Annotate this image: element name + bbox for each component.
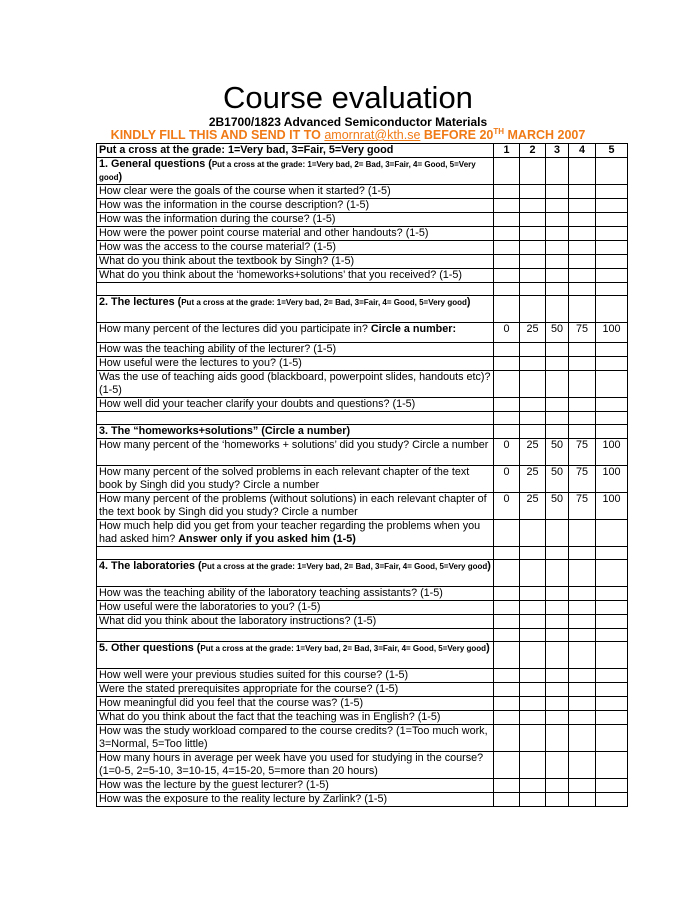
section-title: 1. General questions ( (99, 158, 212, 170)
question-text: How useful were the lectures to you? (1-5) (97, 357, 494, 371)
empty-cell (494, 629, 520, 642)
s1-q1-grade-2-cell[interactable] (520, 185, 546, 199)
s5-q6-grade-1-cell[interactable] (494, 752, 520, 779)
s5-q5-grade-4-cell[interactable] (569, 725, 596, 752)
question-text: What do you think about the textbook by Singh? (1-5) (97, 255, 494, 269)
empty-cell (520, 547, 546, 560)
s1-q1-grade-1-cell[interactable] (494, 185, 520, 199)
s5-q1-grade-3-cell[interactable] (546, 669, 569, 683)
notice-text-middle: BEFORE 20 (420, 128, 494, 142)
s5-q6-grade-5-cell[interactable] (596, 752, 628, 779)
s5-q6-grade-4-cell[interactable] (569, 752, 596, 779)
section-grade-note: Put a cross at the grade: 1=Very bad, 2= Bad, 3=Fair, 4= Good, 5=Very good (200, 644, 487, 653)
notice-text-before: KINDLY FILL THIS AND SEND IT TO (110, 128, 325, 142)
s4-q1-grade-3-cell[interactable] (546, 587, 569, 601)
s2-q4-grade-1-cell[interactable] (494, 398, 520, 412)
s3-q1-percent-option[interactable]: 50 (546, 439, 569, 466)
course-subtitle: 2B1700/1823 Advanced Semiconductor Materials (208, 115, 488, 129)
s1-q2-grade-2-cell[interactable] (520, 199, 546, 213)
table-row (97, 439, 628, 466)
empty-cell (569, 629, 596, 642)
s5-q2-grade-2-cell[interactable] (520, 683, 546, 697)
question-text: How many percent of the ‘homeworks + solutions’ did you study? Circle a number (97, 439, 494, 466)
question-text: How was the study workload compared to the course credits? (1=Too much work, 3=Normal, 5=Too little) (97, 725, 494, 752)
empty-cell (494, 283, 520, 296)
s1-q4-grade-3-cell[interactable] (546, 227, 569, 241)
s1-q5-grade-1-cell[interactable] (494, 241, 520, 255)
question-text: How clear were the goals of the course when it started? (1-5) (97, 185, 494, 199)
s5-q8-grade-4-cell[interactable] (569, 793, 596, 807)
section-heading (97, 296, 494, 323)
section-heading (97, 560, 494, 587)
empty-cell (494, 425, 520, 439)
empty-cell (97, 629, 494, 642)
empty-cell (546, 425, 569, 439)
s1-q6-grade-2-cell[interactable] (520, 255, 546, 269)
s5-q4-grade-3-cell[interactable] (546, 711, 569, 725)
table-row (97, 425, 628, 439)
s2-q4-grade-5-cell[interactable] (596, 398, 628, 412)
s2-q4-grade-2-cell[interactable] (520, 398, 546, 412)
table-row (97, 296, 628, 323)
s5-q4-grade-2-cell[interactable] (520, 711, 546, 725)
s5-q7-grade-5-cell[interactable] (596, 779, 628, 793)
s3-q1-percent-option[interactable]: 25 (520, 439, 546, 466)
s1-q7-grade-4-cell[interactable] (569, 269, 596, 283)
question-text: How were the power point course material and other handouts? (1-5) (97, 227, 494, 241)
s2-attendance-percent-option[interactable]: 50 (546, 323, 569, 343)
s3-q3-percent-option[interactable]: 50 (546, 493, 569, 520)
s5-q2-grade-3-cell[interactable] (546, 683, 569, 697)
s3-help-grade-2-cell[interactable] (520, 520, 546, 547)
s4-q1-grade-1-cell[interactable] (494, 587, 520, 601)
s1-q2-grade-1-cell[interactable] (494, 199, 520, 213)
s1-q1-grade-3-cell[interactable] (546, 185, 569, 199)
s3-q2-percent-option[interactable]: 25 (520, 466, 546, 493)
s4-q3-grade-5-cell[interactable] (596, 615, 628, 629)
spacer-row (97, 283, 628, 296)
question-text: How useful were the laboratories to you? (1-5) (97, 601, 494, 615)
s1-q2-grade-4-cell[interactable] (569, 199, 596, 213)
s2-q1-grade-2-cell[interactable] (520, 343, 546, 357)
s2-q2-grade-2-cell[interactable] (520, 357, 546, 371)
spacer-row (97, 412, 628, 425)
s2-q3-grade-4-cell[interactable] (569, 371, 596, 398)
section-heading (97, 158, 494, 185)
s5-q1-grade-1-cell[interactable] (494, 669, 520, 683)
s3-help-grade-4-cell[interactable] (569, 520, 596, 547)
s1-q5-grade-4-cell[interactable] (569, 241, 596, 255)
s2-q3-grade-1-cell[interactable] (494, 371, 520, 398)
table-row (97, 752, 628, 779)
s3-q3-percent-option[interactable]: 25 (520, 493, 546, 520)
s5-q5-grade-3-cell[interactable] (546, 725, 569, 752)
empty-cell (494, 547, 520, 560)
table-row (97, 466, 628, 493)
s5-q5-grade-2-cell[interactable] (520, 725, 546, 752)
table-row (97, 199, 628, 213)
s1-q4-grade-2-cell[interactable] (520, 227, 546, 241)
s5-q4-grade-4-cell[interactable] (569, 711, 596, 725)
grade-instruction: Put a cross at the grade: 1=Very bad, 3=Fair, 5=Very good (97, 144, 494, 158)
question-instruction: Answer only if you asked him (1-5) (178, 533, 356, 545)
table-row (97, 269, 628, 283)
s1-q5-grade-3-cell[interactable] (546, 241, 569, 255)
s5-q5-grade-5-cell[interactable] (596, 725, 628, 752)
s5-q3-grade-1-cell[interactable] (494, 697, 520, 711)
s2-q1-grade-5-cell[interactable] (596, 343, 628, 357)
section-title: 5. Other questions ( (99, 642, 201, 654)
s1-q1-grade-4-cell[interactable] (569, 185, 596, 199)
s5-q4-grade-5-cell[interactable] (596, 711, 628, 725)
section-heading (97, 642, 494, 669)
question-text: How was the lecture by the guest lecturer? (1-5) (97, 779, 494, 793)
empty-cell (596, 283, 628, 296)
s2-q2-grade-5-cell[interactable] (596, 357, 628, 371)
question-text: What did you think about the laboratory instructions? (1-5) (97, 615, 494, 629)
s1-q7-grade-5-cell[interactable] (596, 269, 628, 283)
empty-cell (494, 296, 520, 323)
s4-q3-grade-2-cell[interactable] (520, 615, 546, 629)
s1-q4-grade-5-cell[interactable] (596, 227, 628, 241)
s3-help-grade-1-cell[interactable] (494, 520, 520, 547)
question-text: How well were your previous studies suited for this course? (1-5) (97, 669, 494, 683)
question-text: How was the exposure to the reality lecture by Zarlink? (1-5) (97, 793, 494, 807)
empty-cell (97, 547, 494, 560)
empty-cell (569, 283, 596, 296)
s3-q2-percent-option[interactable]: 100 (596, 466, 628, 493)
empty-cell (596, 642, 628, 669)
s1-q2-grade-5-cell[interactable] (596, 199, 628, 213)
s4-q3-grade-4-cell[interactable] (569, 615, 596, 629)
s1-q6-grade-1-cell[interactable] (494, 255, 520, 269)
empty-cell (520, 629, 546, 642)
question-text: How many percent of the problems (without solutions) in each relevant chapter of the text book by Singh did you study? Circle a number (97, 493, 494, 520)
s5-q2-grade-5-cell[interactable] (596, 683, 628, 697)
question-text: How meaningful did you feel that the course was? (1-5) (97, 697, 494, 711)
s5-q3-grade-5-cell[interactable] (596, 697, 628, 711)
s2-q3-grade-5-cell[interactable] (596, 371, 628, 398)
s3-q1-percent-option[interactable]: 100 (596, 439, 628, 466)
empty-cell (97, 412, 494, 425)
empty-cell (546, 283, 569, 296)
empty-cell (494, 560, 520, 587)
empty-cell (520, 412, 546, 425)
table-row (97, 323, 628, 343)
s5-q5-grade-1-cell[interactable] (494, 725, 520, 752)
section-note-close: ) (118, 171, 123, 183)
table-row (97, 371, 628, 398)
s2-q1-grade-3-cell[interactable] (546, 343, 569, 357)
s3-help-grade-5-cell[interactable] (596, 520, 628, 547)
section-heading (97, 425, 494, 439)
s4-q2-grade-4-cell[interactable] (569, 601, 596, 615)
s5-q1-grade-2-cell[interactable] (520, 669, 546, 683)
empty-cell (546, 629, 569, 642)
section-note-close: ) (487, 560, 491, 572)
question-text: How many percent of the solved problems in each relevant chapter of the text book by Singh did you study? Circle a number (97, 466, 494, 493)
empty-cell (569, 425, 596, 439)
empty-cell (494, 642, 520, 669)
table-row (97, 779, 628, 793)
table-row (97, 560, 628, 587)
s2-q1-grade-1-cell[interactable] (494, 343, 520, 357)
empty-cell (520, 283, 546, 296)
s1-q5-grade-5-cell[interactable] (596, 241, 628, 255)
empty-cell (97, 283, 494, 296)
table-row (97, 255, 628, 269)
table-row (97, 683, 628, 697)
evaluation-table (96, 143, 628, 807)
grade-column-header: 3 (546, 144, 569, 158)
s2-q1-grade-4-cell[interactable] (569, 343, 596, 357)
table-row (97, 185, 628, 199)
s4-q1-grade-5-cell[interactable] (596, 587, 628, 601)
s5-q6-grade-3-cell[interactable] (546, 752, 569, 779)
s2-attendance-percent-option[interactable]: 25 (520, 323, 546, 343)
s2-q3-grade-2-cell[interactable] (520, 371, 546, 398)
s5-q3-grade-2-cell[interactable] (520, 697, 546, 711)
empty-cell (569, 412, 596, 425)
table-row (97, 520, 628, 547)
table-row (97, 398, 628, 412)
empty-cell (520, 425, 546, 439)
s2-q4-grade-3-cell[interactable] (546, 398, 569, 412)
s1-q7-grade-3-cell[interactable] (546, 269, 569, 283)
question-lead: How much help did you get from your teacher regarding the problems when you had asked him? (99, 520, 481, 545)
empty-cell (596, 158, 628, 185)
table-row (97, 711, 628, 725)
s3-q2-percent-option[interactable]: 0 (494, 466, 520, 493)
empty-cell (596, 296, 628, 323)
s5-q1-grade-4-cell[interactable] (569, 669, 596, 683)
question-text: Were the stated prerequisites appropriate for the course? (1-5) (97, 683, 494, 697)
s5-q6-grade-2-cell[interactable] (520, 752, 546, 779)
s2-attendance-percent-option[interactable]: 100 (596, 323, 628, 343)
empty-cell (546, 560, 569, 587)
question-text: How was the information during the course? (1-5) (97, 213, 494, 227)
header-row (97, 144, 628, 158)
question-text: How was the information in the course description? (1-5) (97, 199, 494, 213)
empty-cell (596, 425, 628, 439)
s2-q4-grade-4-cell[interactable] (569, 398, 596, 412)
grade-column-header: 4 (569, 144, 596, 158)
s1-q3-grade-5-cell[interactable] (596, 213, 628, 227)
s1-q3-grade-4-cell[interactable] (569, 213, 596, 227)
table-row (97, 587, 628, 601)
question-text: How many hours in average per week have you used for studying in the course? (1=0-5, 2=5-10, 3=10-15, 4=15-20, 5=more than 20 hours) (97, 752, 494, 779)
empty-cell (569, 158, 596, 185)
question-text (97, 520, 494, 547)
empty-cell (494, 158, 520, 185)
s1-q3-grade-1-cell[interactable] (494, 213, 520, 227)
empty-cell (569, 296, 596, 323)
empty-cell (520, 158, 546, 185)
table-row (97, 493, 628, 520)
question-text (97, 323, 494, 343)
table-row (97, 357, 628, 371)
table-row (97, 343, 628, 357)
s1-q3-grade-2-cell[interactable] (520, 213, 546, 227)
question-text: What do you think about the ‘homeworks+solutions’ that you received? (1-5) (97, 269, 494, 283)
s4-q2-grade-2-cell[interactable] (520, 601, 546, 615)
table-row (97, 158, 628, 185)
section-grade-note: Put a cross at the grade: 1=Very bad, 2= Bad, 3=Fair, 4= Good, 5=Very good (201, 562, 488, 571)
s1-q4-grade-4-cell[interactable] (569, 227, 596, 241)
s5-q8-grade-2-cell[interactable] (520, 793, 546, 807)
empty-cell (520, 296, 546, 323)
s5-q2-grade-4-cell[interactable] (569, 683, 596, 697)
empty-cell (546, 296, 569, 323)
empty-cell (596, 560, 628, 587)
s5-q2-grade-1-cell[interactable] (494, 683, 520, 697)
spacer-row (97, 547, 628, 560)
s5-q7-grade-4-cell[interactable] (569, 779, 596, 793)
s4-q1-grade-2-cell[interactable] (520, 587, 546, 601)
s2-attendance-percent-option[interactable]: 75 (569, 323, 596, 343)
s3-q3-percent-option[interactable]: 0 (494, 493, 520, 520)
s4-q3-grade-3-cell[interactable] (546, 615, 569, 629)
grade-column-header: 1 (494, 144, 520, 158)
question-instruction: Circle a number: (370, 323, 457, 335)
s4-q3-grade-1-cell[interactable] (494, 615, 520, 629)
empty-cell (546, 642, 569, 669)
s3-q1-percent-option[interactable]: 75 (569, 439, 596, 466)
submission-notice (0, 127, 696, 143)
table-row (97, 601, 628, 615)
empty-cell (546, 412, 569, 425)
s5-q8-grade-3-cell[interactable] (546, 793, 569, 807)
s1-q2-grade-3-cell[interactable] (546, 199, 569, 213)
email-link[interactable]: amornrat@kth.se (324, 128, 421, 142)
table-row (97, 213, 628, 227)
section-title: 2. The lectures ( (99, 296, 182, 308)
s3-help-grade-3-cell[interactable] (546, 520, 569, 547)
question-lead: How many percent of the lectures did you participate in? (99, 323, 371, 335)
question-text: How was the teaching ability of the laboratory teaching assistants? (1-5) (97, 587, 494, 601)
notice-superscript: TH (493, 126, 505, 136)
page-title: Course evaluation (223, 80, 473, 115)
s5-q7-grade-1-cell[interactable] (494, 779, 520, 793)
table-row (97, 615, 628, 629)
table-row (97, 793, 628, 807)
s1-q6-grade-5-cell[interactable] (596, 255, 628, 269)
empty-cell (520, 560, 546, 587)
empty-cell (569, 642, 596, 669)
table-row (97, 227, 628, 241)
section-title: 3. The “homeworks+solutions” (Circle a number) (99, 425, 351, 437)
s5-q3-grade-4-cell[interactable] (569, 697, 596, 711)
section-grade-note: Put a cross at the grade: 1=Very bad, 2= Bad, 3=Fair, 4= Good, 5=Very good (99, 160, 476, 182)
empty-cell (569, 547, 596, 560)
empty-cell (520, 642, 546, 669)
notice-text-after: MARCH 2007 (504, 128, 586, 142)
section-note-close: ) (466, 296, 471, 308)
s1-q3-grade-3-cell[interactable] (546, 213, 569, 227)
s1-q7-grade-2-cell[interactable] (520, 269, 546, 283)
empty-cell (596, 412, 628, 425)
s2-q2-grade-4-cell[interactable] (569, 357, 596, 371)
s4-q2-grade-5-cell[interactable] (596, 601, 628, 615)
s2-q3-grade-3-cell[interactable] (546, 371, 569, 398)
s1-q6-grade-4-cell[interactable] (569, 255, 596, 269)
s5-q7-grade-2-cell[interactable] (520, 779, 546, 793)
s4-q2-grade-3-cell[interactable] (546, 601, 569, 615)
grade-column-header: 2 (520, 144, 546, 158)
section-grade-note: Put a cross at the grade: 1=Very bad, 2= Bad, 3=Fair, 4= Good, 5=Very good (181, 298, 467, 307)
spacer-row (97, 629, 628, 642)
empty-cell (546, 158, 569, 185)
s1-q1-grade-5-cell[interactable] (596, 185, 628, 199)
empty-cell (546, 547, 569, 560)
question-text: What do you think about the fact that the teaching was in English? (1-5) (97, 711, 494, 725)
table-row (97, 241, 628, 255)
table-row (97, 642, 628, 669)
empty-cell (596, 629, 628, 642)
question-text: How well did your teacher clarify your doubts and questions? (1-5) (97, 398, 494, 412)
s5-q7-grade-3-cell[interactable] (546, 779, 569, 793)
s3-q2-percent-option[interactable]: 75 (569, 466, 596, 493)
grade-column-header: 5 (596, 144, 628, 158)
s4-q2-grade-1-cell[interactable] (494, 601, 520, 615)
empty-cell (569, 560, 596, 587)
s2-q2-grade-3-cell[interactable] (546, 357, 569, 371)
s5-q1-grade-5-cell[interactable] (596, 669, 628, 683)
empty-cell (494, 412, 520, 425)
section-note-close: ) (486, 642, 490, 654)
empty-cell (596, 547, 628, 560)
section-title: 4. The laboratories ( (99, 560, 202, 572)
s2-q2-grade-1-cell[interactable] (494, 357, 520, 371)
question-text: How was the teaching ability of the lecturer? (1-5) (97, 343, 494, 357)
s4-q1-grade-4-cell[interactable] (569, 587, 596, 601)
s5-q8-grade-1-cell[interactable] (494, 793, 520, 807)
s5-q8-grade-5-cell[interactable] (596, 793, 628, 807)
s1-q7-grade-1-cell[interactable] (494, 269, 520, 283)
s3-q3-percent-option[interactable]: 75 (569, 493, 596, 520)
s3-q2-percent-option[interactable]: 50 (546, 466, 569, 493)
table-row (97, 725, 628, 752)
s2-attendance-percent-option[interactable]: 0 (494, 323, 520, 343)
question-text: Was the use of teaching aids good (blackboard, powerpoint slides, handouts etc)? (1-5) (97, 371, 494, 398)
s3-q1-percent-option[interactable]: 0 (494, 439, 520, 466)
s5-q4-grade-1-cell[interactable] (494, 711, 520, 725)
s5-q3-grade-3-cell[interactable] (546, 697, 569, 711)
table-row (97, 697, 628, 711)
question-text: How was the access to the course material? (1-5) (97, 241, 494, 255)
s3-q3-percent-option[interactable]: 100 (596, 493, 628, 520)
s1-q5-grade-2-cell[interactable] (520, 241, 546, 255)
s1-q6-grade-3-cell[interactable] (546, 255, 569, 269)
s1-q4-grade-1-cell[interactable] (494, 227, 520, 241)
table-row (97, 669, 628, 683)
